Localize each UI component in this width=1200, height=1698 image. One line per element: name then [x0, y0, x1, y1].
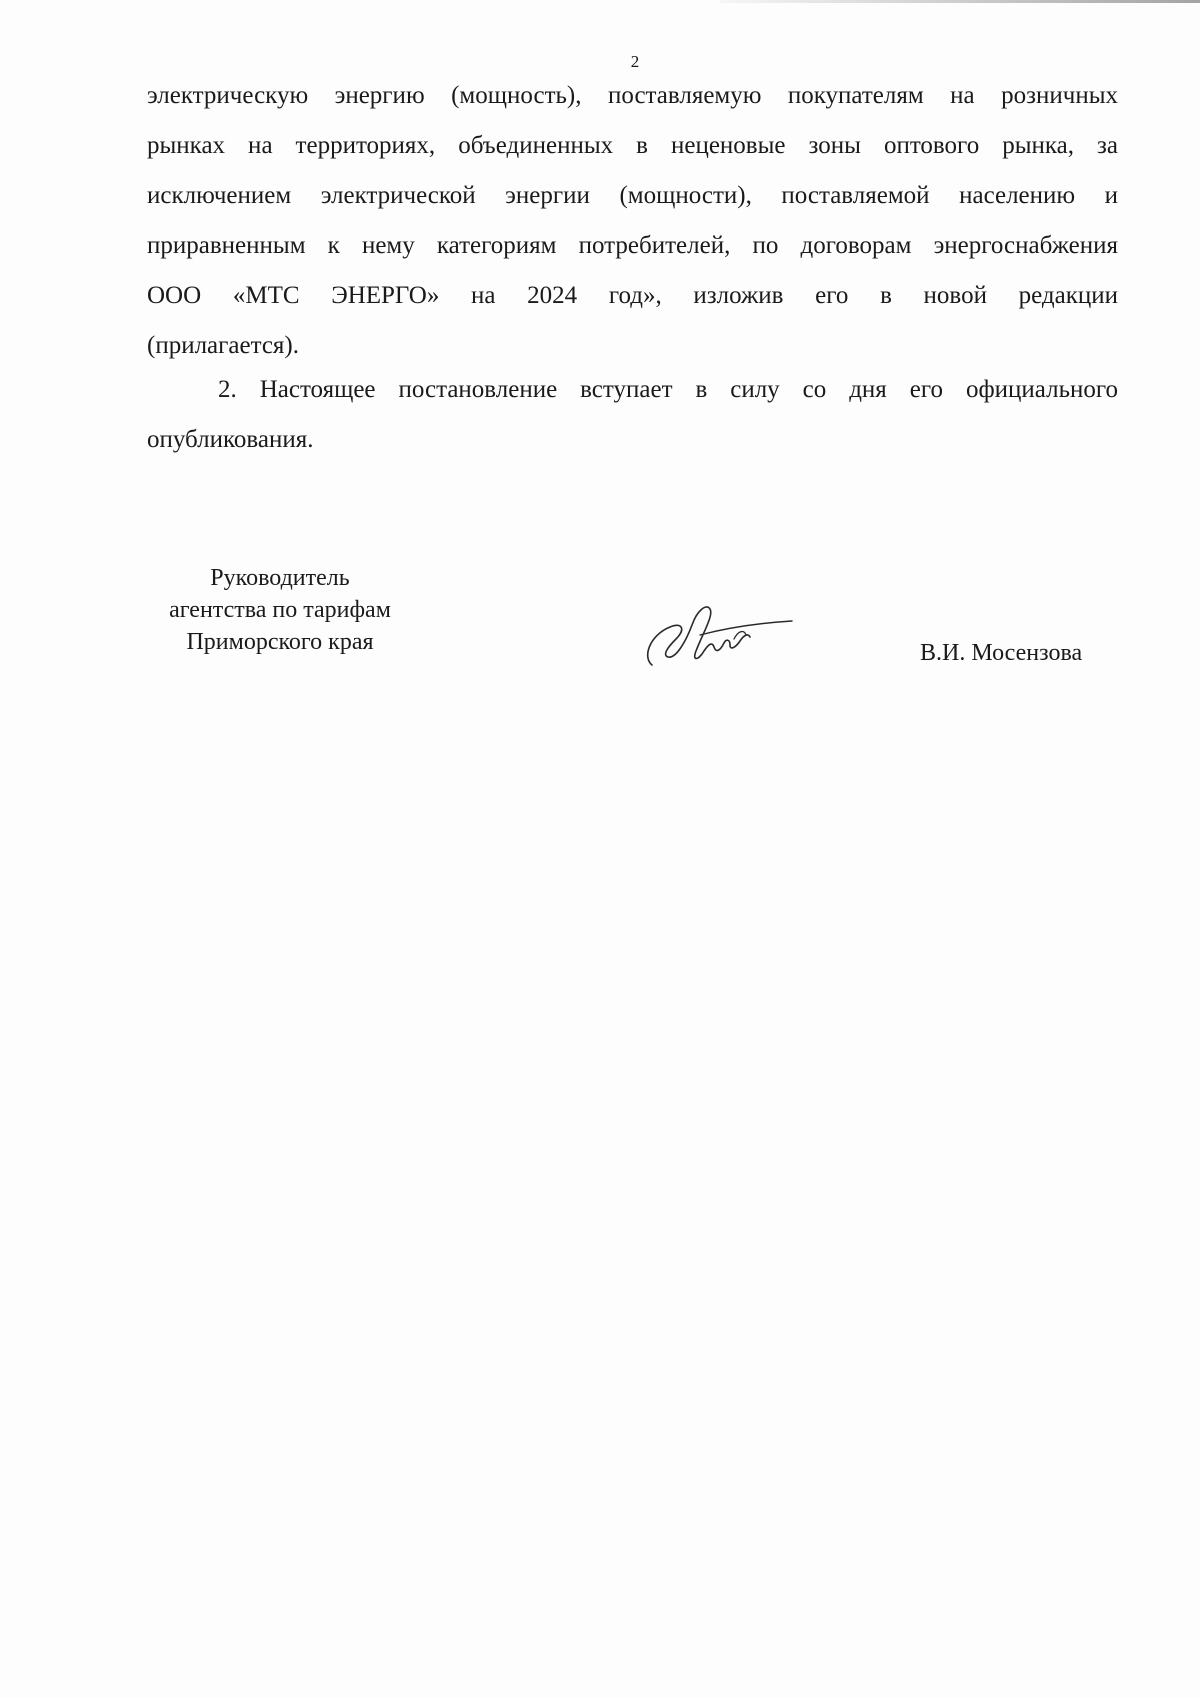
paragraph-1-line: приравненным к нему категориям потребителей, по договорам энергоснабжения: [147, 232, 1118, 259]
signatory-title-line: Приморского края: [186, 629, 374, 655]
paragraph-1-line: ООО «МТС ЭНЕРГО» на 2024 год», изложив его в новой редакции: [147, 282, 1118, 309]
signatory-title-line: агентства по тарифам: [169, 597, 391, 623]
paragraph-1-line: рынках на территориях, объединенных в неценовые зоны оптового рынка, за: [147, 132, 1118, 159]
signatory-title: [130, 562, 430, 658]
paragraph-1-line: электрическую энергию (мощность), поставляемую покупателям на розничных: [147, 82, 1118, 109]
handwritten-signature: [640, 595, 800, 675]
signatory-title-line: Руководитель: [210, 565, 350, 591]
page-number: 2: [630, 52, 640, 71]
paragraph-1-line: исключением электрической энергии (мощности), поставляемой населению и: [147, 182, 1118, 209]
paragraph-2-line: 2. Настоящее постановление вступает в силу со дня его официального: [218, 376, 1118, 403]
paragraph-1-line: (прилагается).: [147, 332, 300, 359]
paragraph-2-line: опубликования.: [147, 426, 314, 453]
scan-edge-artifact: [720, 0, 1200, 3]
paragraph-2: [147, 365, 1118, 465]
signatory-name: В.И. Мосензова: [920, 640, 1083, 666]
paragraph-1: [147, 71, 1118, 371]
